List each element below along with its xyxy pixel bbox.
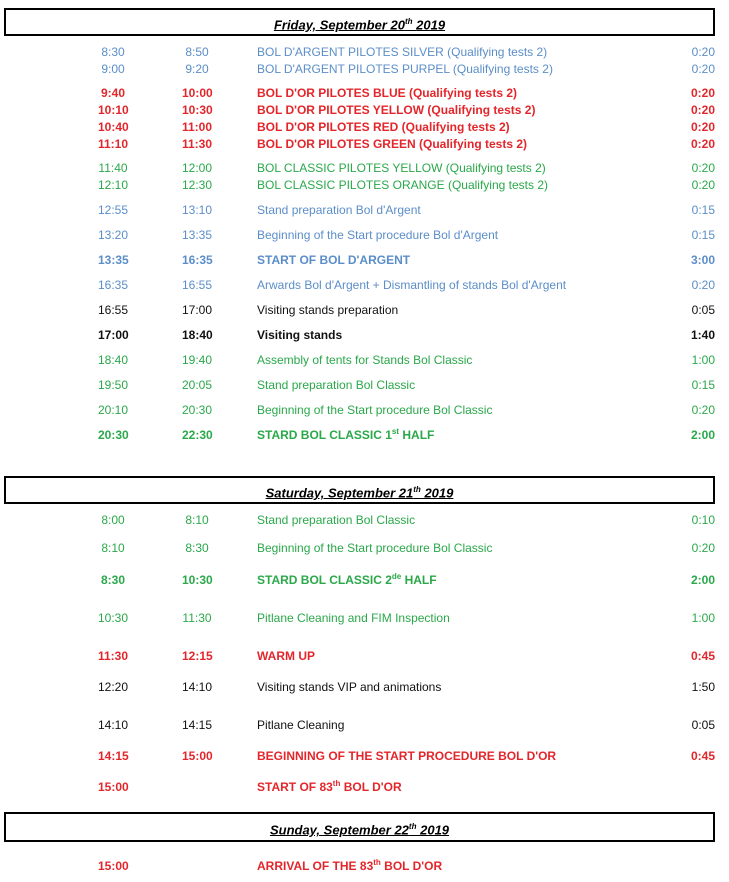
end-time: 17:00 bbox=[182, 303, 213, 317]
event-text: BOL CLASSIC PILOTES ORANGE (Qualifying tests 2) bbox=[257, 178, 548, 192]
day-label: Saturday, September 21 bbox=[265, 485, 414, 501]
event-name bbox=[257, 62, 553, 76]
duration: 0:05 bbox=[691, 303, 715, 317]
end-time: 12:15 bbox=[182, 649, 213, 663]
end-time: 11:30 bbox=[182, 611, 212, 625]
end-time: 20:05 bbox=[182, 378, 213, 392]
start-time: 14:10 bbox=[98, 718, 129, 732]
event-text: Beginning of the Start procedure Bol Classic bbox=[257, 403, 493, 417]
end-time: 16:35 bbox=[182, 253, 213, 267]
duration: 0:20 bbox=[690, 103, 715, 117]
start-time: 8:00 bbox=[101, 513, 125, 527]
start-time: 20:10 bbox=[98, 403, 129, 417]
event-name bbox=[257, 228, 498, 242]
start-time: 10:30 bbox=[98, 611, 129, 625]
duration: 0:20 bbox=[691, 62, 715, 76]
day-suffix: th bbox=[404, 17, 413, 26]
start-time: 8:30 bbox=[100, 573, 126, 587]
event-text: STARD BOL CLASSIC 1 bbox=[257, 428, 392, 442]
start-time: 12:10 bbox=[98, 178, 129, 192]
end-time: 9:20 bbox=[185, 62, 209, 76]
event-name bbox=[257, 278, 566, 292]
day-suffix: th bbox=[413, 485, 421, 494]
start-time: 13:35 bbox=[98, 253, 129, 267]
duration: 0:20 bbox=[690, 120, 715, 134]
schedule-row bbox=[0, 137, 729, 153]
event-text: Pitlane Cleaning and FIM Inspection bbox=[257, 611, 450, 625]
duration: 0:20 bbox=[691, 45, 715, 59]
schedule-row bbox=[0, 178, 729, 194]
duration: 1:50 bbox=[691, 680, 715, 694]
event-name bbox=[257, 328, 342, 342]
event-suffix: de bbox=[391, 572, 402, 581]
schedule-row bbox=[0, 103, 729, 119]
day-header-saturday bbox=[4, 476, 715, 504]
end-time: 13:10 bbox=[182, 203, 213, 217]
schedule-row bbox=[0, 428, 729, 444]
event-text-after: HALF bbox=[399, 428, 435, 442]
duration: 0:45 bbox=[690, 749, 715, 763]
start-time: 20:30 bbox=[98, 428, 129, 442]
start-time: 16:35 bbox=[98, 278, 129, 292]
event-name bbox=[257, 378, 415, 392]
duration: 0:45 bbox=[690, 649, 715, 663]
day-header-sunday bbox=[4, 812, 715, 842]
schedule-row bbox=[0, 403, 729, 419]
schedule-row bbox=[0, 680, 729, 696]
duration: 0:05 bbox=[691, 718, 715, 732]
start-time: 11:30 bbox=[98, 649, 129, 663]
schedule-row bbox=[0, 86, 729, 102]
duration: 2:00 bbox=[690, 428, 715, 442]
event-text: Assembly of tents for Stands Bol Classic bbox=[257, 353, 473, 367]
event-name bbox=[257, 428, 434, 442]
schedule-row bbox=[0, 120, 729, 136]
duration: 0:10 bbox=[691, 513, 715, 527]
duration: 2:00 bbox=[690, 573, 715, 587]
event-text: Stand preparation Bol Classic bbox=[257, 378, 416, 392]
schedule-row bbox=[0, 611, 729, 627]
start-time: 12:20 bbox=[98, 680, 129, 694]
day-year: 2019 bbox=[420, 822, 450, 838]
event-text: BOL D'OR PILOTES GREEN (Qualifying tests 2) bbox=[257, 137, 527, 151]
day-year: 2019 bbox=[416, 17, 446, 33]
end-time: 12:00 bbox=[182, 161, 213, 175]
start-time: 14:15 bbox=[98, 749, 129, 763]
schedule-row bbox=[0, 62, 729, 78]
event-text: BOL D'OR PILOTES RED (Qualifying tests 2) bbox=[257, 120, 510, 134]
end-time: 11:30 bbox=[182, 137, 213, 151]
event-name bbox=[257, 680, 441, 694]
duration: 0:15 bbox=[691, 228, 715, 242]
end-time: 12:30 bbox=[182, 178, 213, 192]
day-header-friday bbox=[4, 8, 715, 36]
event-text: WARM UP bbox=[257, 649, 315, 663]
duration: 1:40 bbox=[690, 328, 715, 342]
end-time: 14:15 bbox=[182, 718, 213, 732]
end-time: 8:50 bbox=[185, 45, 209, 59]
schedule-row bbox=[0, 353, 729, 369]
duration: 0:20 bbox=[691, 278, 715, 292]
end-time: 20:30 bbox=[182, 403, 213, 417]
schedule-row bbox=[0, 161, 729, 177]
duration: 0:20 bbox=[690, 86, 715, 100]
event-name bbox=[257, 203, 421, 217]
start-time: 8:30 bbox=[101, 45, 125, 59]
schedule-row bbox=[0, 749, 729, 765]
schedule-row bbox=[0, 573, 729, 589]
schedule-row bbox=[0, 859, 729, 875]
day-suffix: th bbox=[408, 822, 417, 831]
event-text: START OF 83 bbox=[257, 780, 333, 794]
schedule-row bbox=[0, 253, 729, 269]
event-name bbox=[257, 161, 546, 175]
schedule-row bbox=[0, 541, 729, 557]
event-name bbox=[257, 120, 510, 134]
start-time: 13:20 bbox=[98, 228, 129, 242]
end-time: 8:10 bbox=[185, 513, 209, 527]
event-name bbox=[257, 859, 442, 873]
end-time: 18:40 bbox=[182, 328, 213, 342]
event-text: START OF BOL D'ARGENT bbox=[257, 253, 411, 267]
event-name bbox=[257, 137, 527, 151]
end-time: 16:55 bbox=[182, 278, 213, 292]
event-suffix: th bbox=[373, 858, 381, 867]
event-name bbox=[257, 573, 437, 587]
event-name bbox=[257, 541, 492, 555]
event-text: Pitlane Cleaning bbox=[257, 718, 345, 732]
event-name bbox=[257, 749, 556, 763]
event-text: STARD BOL CLASSIC 2 bbox=[257, 573, 392, 587]
start-time: 9:40 bbox=[100, 86, 126, 100]
duration: 1:00 bbox=[691, 353, 715, 367]
event-text: Beginning of the Start procedure Bol Classic bbox=[257, 541, 493, 555]
end-time: 14:10 bbox=[182, 680, 213, 694]
start-time: 8:10 bbox=[101, 541, 125, 555]
event-name bbox=[257, 353, 472, 367]
event-text: Visiting stands VIP and animations bbox=[257, 680, 442, 694]
duration: 0:15 bbox=[691, 378, 715, 392]
event-text: BOL D'OR PILOTES YELLOW (Qualifying tests 2) bbox=[257, 103, 536, 117]
event-text: ARRIVAL OF THE 83 bbox=[257, 859, 374, 873]
start-time: 10:40 bbox=[98, 120, 129, 134]
end-time: 8:30 bbox=[185, 541, 209, 555]
duration: 3:00 bbox=[690, 253, 715, 267]
end-time: 19:40 bbox=[182, 353, 213, 367]
end-time: 13:35 bbox=[182, 228, 213, 242]
end-time: 22:30 bbox=[182, 428, 213, 442]
end-time: 10:00 bbox=[182, 86, 213, 100]
schedule-row bbox=[0, 378, 729, 394]
end-time: 10:30 bbox=[182, 103, 213, 117]
event-text: Visiting stands bbox=[257, 328, 343, 342]
start-time: 11:10 bbox=[98, 137, 129, 151]
event-text: BEGINNING OF THE START PROCEDURE BOL D'OR bbox=[257, 749, 557, 763]
schedule-row bbox=[0, 780, 729, 796]
event-name bbox=[257, 780, 402, 794]
event-name bbox=[257, 718, 344, 732]
schedule-row bbox=[0, 328, 729, 344]
event-text: BOL D'OR PILOTES BLUE (Qualifying tests 2) bbox=[257, 86, 517, 100]
duration: 1:00 bbox=[691, 611, 715, 625]
event-text: Arwards Bol d'Argent + Dismantling of stands Bol d'Argent bbox=[257, 278, 567, 292]
start-time: 10:10 bbox=[98, 103, 129, 117]
event-text: Visiting stands preparation bbox=[257, 303, 399, 317]
duration: 0:20 bbox=[691, 541, 715, 555]
event-text: Stand preparation Bol Classic bbox=[257, 513, 416, 527]
start-time: 11:40 bbox=[98, 161, 128, 175]
event-text: BOL D'ARGENT PILOTES SILVER (Qualifying tests 2) bbox=[257, 45, 548, 59]
schedule-row bbox=[0, 718, 729, 734]
end-time: 11:00 bbox=[182, 120, 213, 134]
start-time: 16:55 bbox=[98, 303, 129, 317]
start-time: 17:00 bbox=[98, 328, 129, 342]
schedule-row bbox=[0, 45, 729, 61]
event-suffix: st bbox=[391, 427, 400, 436]
schedule-row bbox=[0, 303, 729, 319]
event-name bbox=[257, 649, 315, 663]
start-time: 19:50 bbox=[98, 378, 129, 392]
event-name bbox=[257, 103, 535, 117]
end-time: 10:30 bbox=[182, 573, 213, 587]
day-label: Sunday, September 22 bbox=[269, 822, 409, 838]
schedule-row bbox=[0, 513, 729, 529]
event-name bbox=[257, 253, 410, 267]
duration: 0:20 bbox=[690, 137, 715, 151]
start-time: 12:55 bbox=[98, 203, 129, 217]
event-name bbox=[257, 403, 492, 417]
duration: 0:20 bbox=[691, 178, 715, 192]
event-text: Stand preparation Bol d'Argent bbox=[257, 203, 421, 217]
start-time: 15:00 bbox=[98, 859, 129, 873]
duration: 0:15 bbox=[691, 203, 715, 217]
duration: 0:20 bbox=[691, 403, 715, 417]
end-time: 15:00 bbox=[182, 749, 213, 763]
event-name bbox=[257, 178, 548, 192]
event-suffix: th bbox=[332, 779, 341, 788]
event-text-after: BOL D'OR bbox=[340, 780, 402, 794]
event-text-after: BOL D'OR bbox=[380, 859, 443, 873]
event-text-after: HALF bbox=[401, 573, 437, 587]
event-name bbox=[257, 513, 415, 527]
duration: 0:20 bbox=[691, 161, 715, 175]
start-time: 18:40 bbox=[98, 353, 129, 367]
day-year: 2019 bbox=[424, 485, 454, 501]
day-label: Friday, September 20 bbox=[273, 17, 405, 33]
event-name bbox=[257, 45, 547, 59]
schedule-row bbox=[0, 278, 729, 294]
start-time: 15:00 bbox=[98, 780, 129, 794]
event-name bbox=[257, 86, 517, 100]
schedule-row bbox=[0, 649, 729, 665]
event-name bbox=[257, 303, 398, 317]
event-text: BOL CLASSIC PILOTES YELLOW (Qualifying tests 2) bbox=[257, 161, 546, 175]
event-text: Beginning of the Start procedure Bol d'Argent bbox=[257, 228, 499, 242]
schedule-row bbox=[0, 228, 729, 244]
schedule-row bbox=[0, 203, 729, 219]
event-text: BOL D'ARGENT PILOTES PURPEL (Qualifying tests 2) bbox=[257, 62, 553, 76]
event-name bbox=[257, 611, 450, 625]
start-time: 9:00 bbox=[101, 62, 125, 76]
